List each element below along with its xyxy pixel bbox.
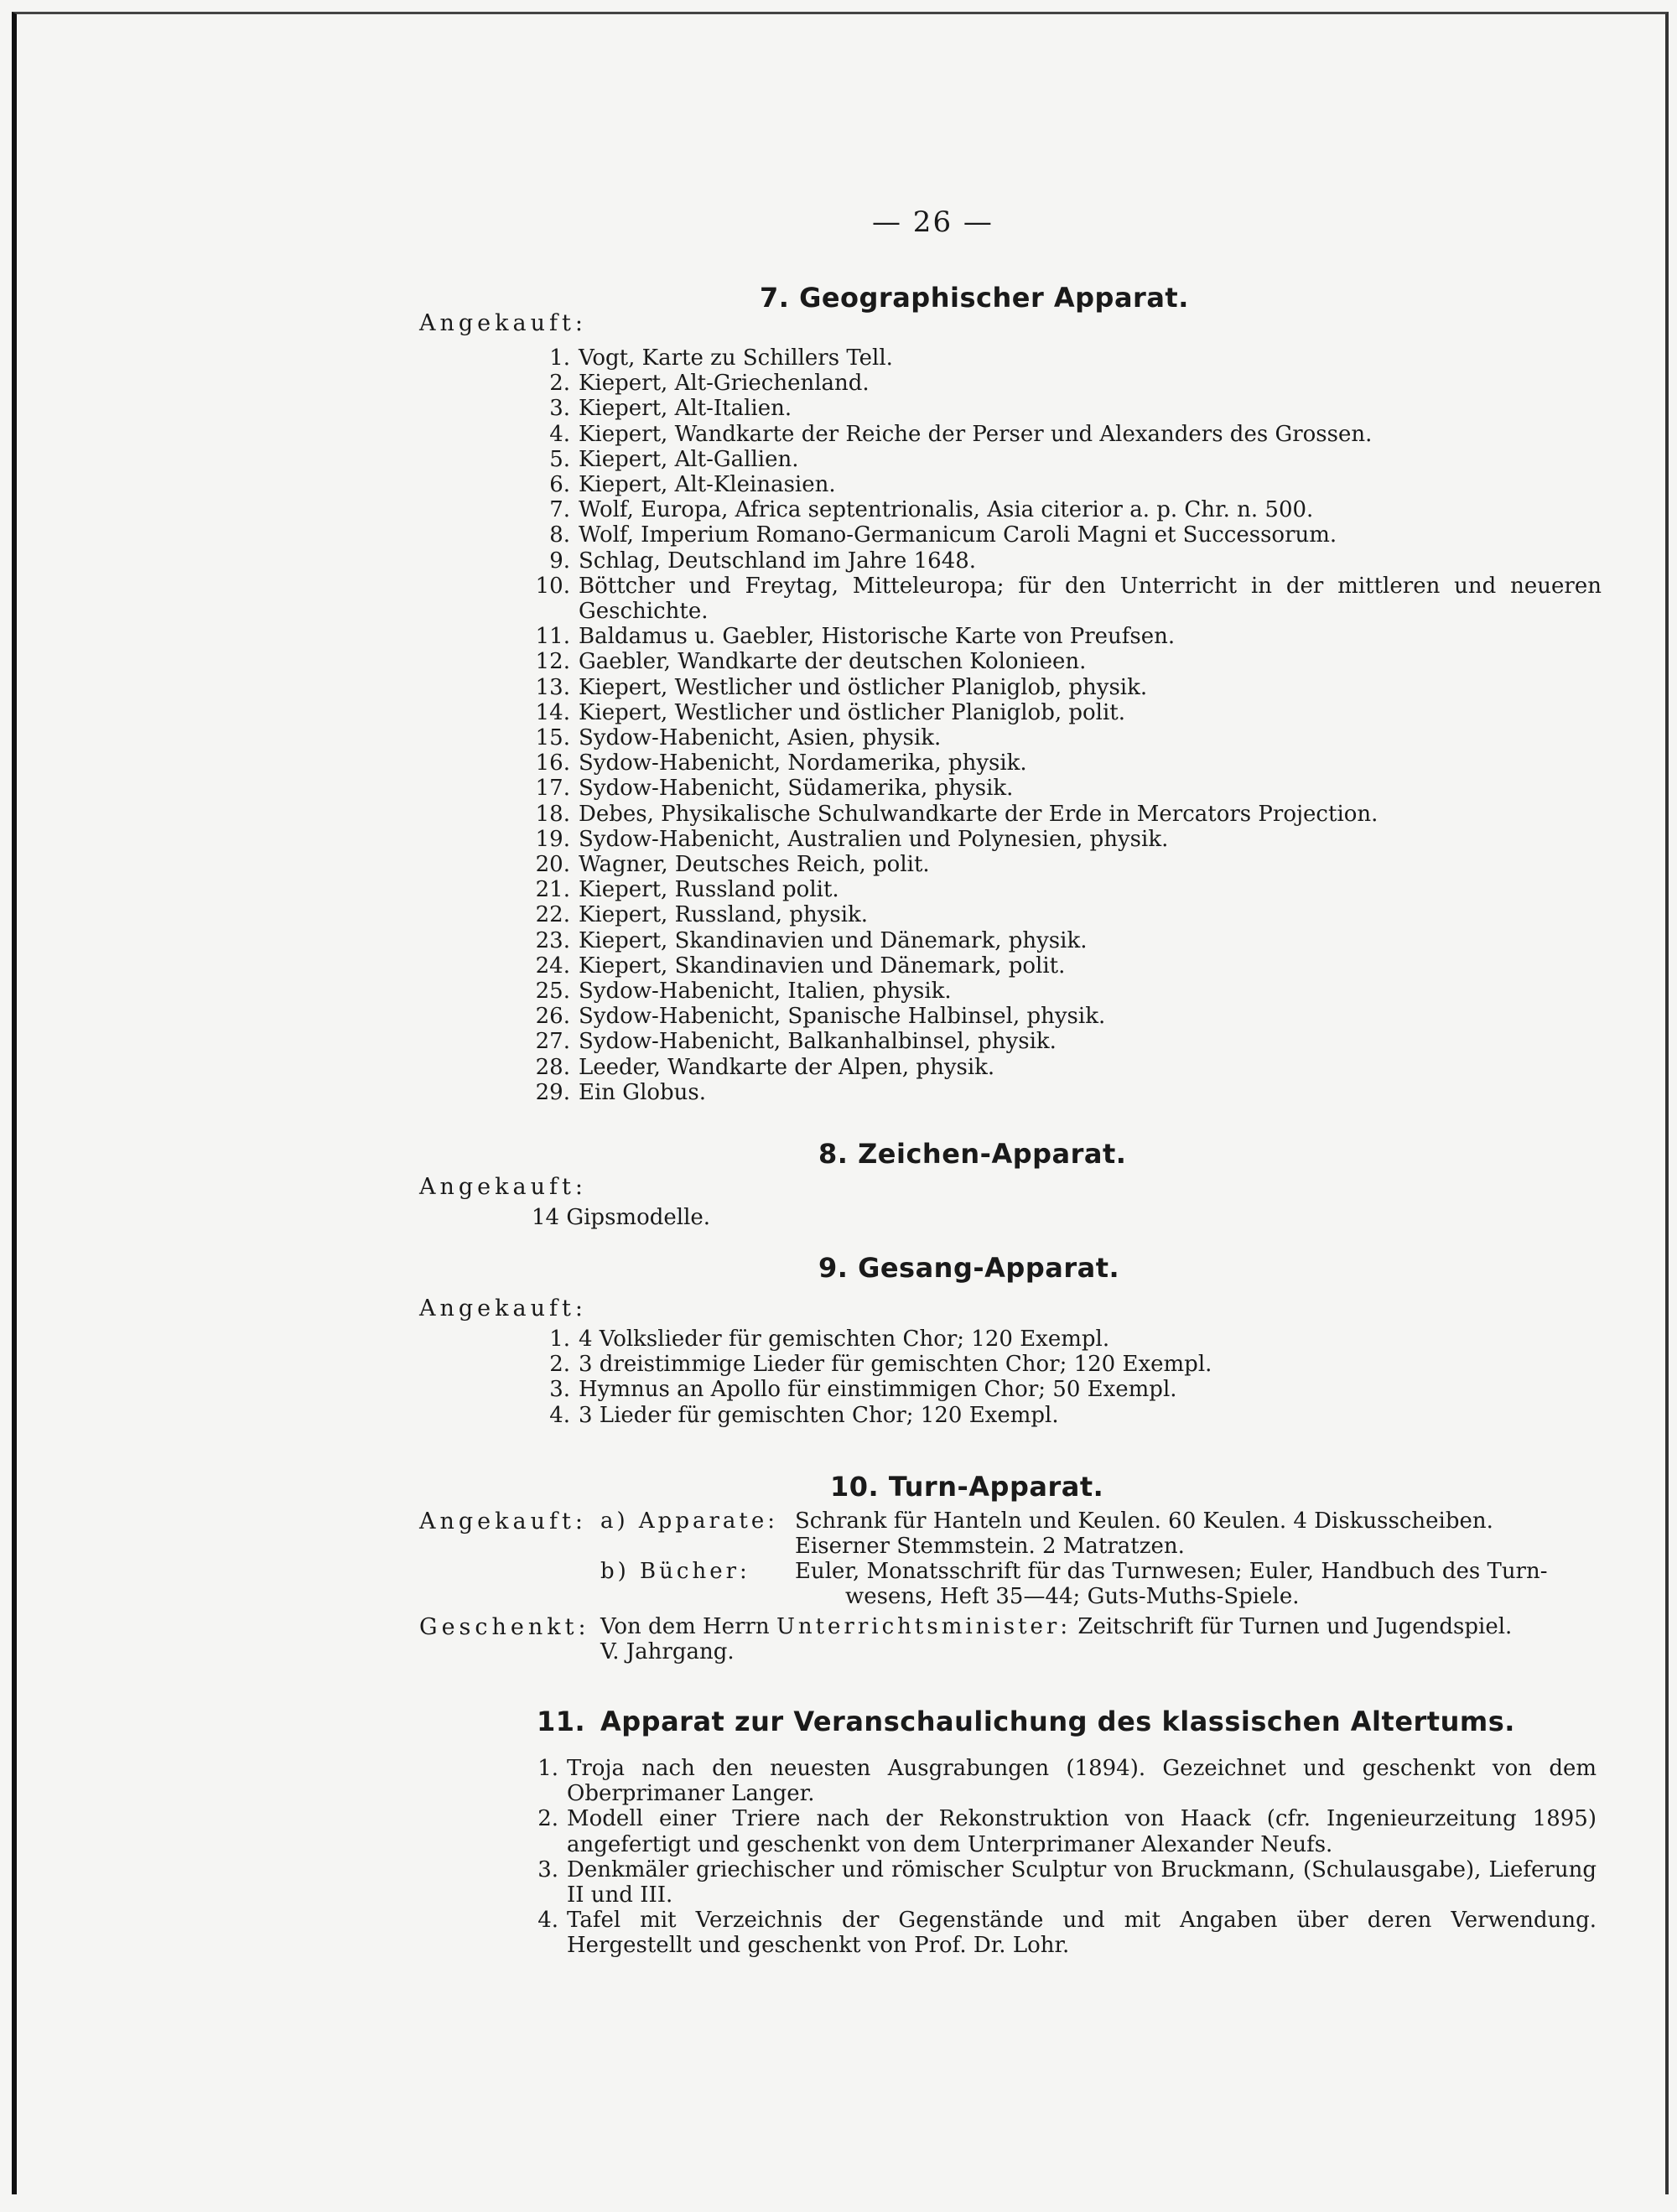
item-text: 4 Volkslieder für gemischten Chor; 120 Exempl. xyxy=(579,1327,1110,1352)
item-text: Sydow-Habenicht, Asien, physik. xyxy=(579,725,942,751)
list-item xyxy=(535,776,1602,802)
item-text: 3 dreistimmige Lieder für gemischten Chor; 120 Exempl. xyxy=(579,1352,1212,1378)
turn-a-prefix: a) Apparate: xyxy=(600,1508,778,1534)
list-item xyxy=(549,1327,1501,1352)
item-text: Sydow-Habenicht, Spanische Halbinsel, physik. xyxy=(579,1004,1106,1030)
item-text: Sydow-Habenicht, Balkanhalbinsel, physik. xyxy=(579,1029,1057,1055)
list-item xyxy=(537,1908,1597,1959)
section-heading-turn-apparat: 10. Turn-Apparat. xyxy=(830,1471,1104,1503)
list-item xyxy=(549,396,1602,422)
turn-gift-person: Unterrichtsminister: xyxy=(776,1614,1072,1639)
turn-gift-line1 xyxy=(600,1614,1512,1639)
item-number: 28. xyxy=(535,1054,570,1080)
item-number: 4. xyxy=(549,421,570,447)
item-number: 3. xyxy=(537,1856,558,1882)
list-item xyxy=(535,902,1602,928)
list-item xyxy=(537,1806,1597,1857)
list-item xyxy=(535,826,1602,852)
item-number: 2. xyxy=(549,371,570,397)
section-heading-altertum-number: 11. xyxy=(537,1706,586,1737)
item-text: Wolf, Imperium Romano-Germanicum Caroli Magni et Successorum. xyxy=(579,522,1337,548)
item-number: 29. xyxy=(535,1079,570,1105)
list-item xyxy=(549,1377,1501,1403)
list-item xyxy=(535,979,1602,1005)
list-item xyxy=(549,1352,1501,1378)
item-number: 25. xyxy=(535,979,570,1005)
item-text: Vogt, Karte zu Schillers Tell. xyxy=(579,345,893,371)
item-text: Kiepert, Skandinavien und Dänemark, polit. xyxy=(579,953,1066,979)
item-number: 9. xyxy=(549,548,570,574)
turn-gift-post: Zeitschrift für Turnen und Jugendspiel. xyxy=(1077,1614,1513,1639)
geo-list xyxy=(535,345,1602,1105)
list-item xyxy=(535,674,1602,700)
item-number: 4. xyxy=(537,1908,558,1934)
list-item xyxy=(535,624,1602,650)
item-number: 14. xyxy=(535,699,570,725)
item-text: 3 Lieder für gemischten Chor; 120 Exempl. xyxy=(579,1402,1059,1428)
gesang-list xyxy=(549,1327,1501,1428)
label-angekauft: Angekauft: xyxy=(419,1174,587,1200)
list-item xyxy=(549,446,1602,472)
item-number: 16. xyxy=(535,750,570,776)
list-item xyxy=(535,649,1602,675)
list-item xyxy=(535,1079,1602,1105)
item-text: Kiepert, Alt-Italien. xyxy=(579,396,792,422)
item-text: Denkmäler griechischer und römischer Sculptur von Bruckmann, (Schulausgabe), Lieferung II und III. xyxy=(567,1856,1597,1908)
turn-gift-pre: Von dem Herrn xyxy=(600,1614,770,1639)
item-text: Hymnus an Apollo für einstimmigen Chor; 50 Exempl. xyxy=(579,1377,1177,1403)
item-text: Böttcher und Freytag, Mitteleuropa; für den Unterricht in der mittleren und neueren Geschichte. xyxy=(579,573,1602,625)
label-angekauft: Angekauft: xyxy=(419,310,587,336)
list-item xyxy=(537,1756,1597,1807)
section-heading-gesang-apparat: 9. Gesang-Apparat. xyxy=(818,1252,1120,1284)
list-item xyxy=(535,852,1602,878)
item-number: 19. xyxy=(535,826,570,852)
section-heading-geographischer-apparat: 7. Geographischer Apparat. xyxy=(760,282,1189,314)
item-number: 20. xyxy=(535,852,570,878)
item-number: 3. xyxy=(549,1377,570,1403)
list-item xyxy=(535,927,1602,953)
item-text: Sydow-Habenicht, Australien und Polynesien, physik. xyxy=(579,826,1169,852)
item-text: Kiepert, Russland, physik. xyxy=(579,902,869,928)
item-text: Kiepert, Russland polit. xyxy=(579,877,839,903)
item-text: Modell einer Triere nach der Rekonstruktion von Haack (cfr. Ingenieurzeitung 1895) angefertigt und geschenkt von dem Unterprimaner Alexander Neufs. xyxy=(567,1806,1597,1857)
item-number: 15. xyxy=(535,725,570,751)
item-number: 8. xyxy=(549,522,570,548)
list-item xyxy=(549,345,1602,371)
page-number: — 26 — xyxy=(872,205,994,239)
list-item xyxy=(535,750,1602,776)
list-item xyxy=(535,801,1602,827)
list-item xyxy=(535,1004,1602,1030)
turn-b-prefix: b) Bücher: xyxy=(600,1559,750,1584)
item-text: Leeder, Wandkarte der Alpen, physik. xyxy=(579,1054,995,1080)
item-number: 6. xyxy=(549,472,570,498)
item-number: 1. xyxy=(549,345,570,371)
list-item xyxy=(549,522,1602,548)
item-text: Troja nach den neuesten Ausgrabungen (1894). Gezeichnet und geschenkt von dem Oberprimaner Langer. xyxy=(567,1756,1597,1807)
item-text: Kiepert, Wandkarte der Reiche der Perser und Alexanders des Grossen. xyxy=(579,421,1373,447)
list-item xyxy=(549,421,1602,447)
turn-a-line1: Schrank für Hanteln und Keulen. 60 Keulen. 4 Diskusscheiben. xyxy=(795,1508,1493,1534)
turn-a-line2: Eiserner Stemmstein. 2 Matratzen. xyxy=(795,1534,1185,1559)
item-text: Debes, Physikalische Schulwandkarte der Erde in Mercators Projection. xyxy=(579,801,1378,827)
item-text: Tafel mit Verzeichnis der Gegenstände und mit Angaben über deren Verwendung. Hergestellt und geschenkt von Prof. Dr. Lohr. xyxy=(567,1908,1597,1959)
item-number: 3. xyxy=(549,396,570,422)
item-text: Kiepert, Alt-Gallien. xyxy=(579,446,799,472)
item-text: Baldamus u. Gaebler, Historische Karte von Preufsen. xyxy=(579,624,1176,650)
item-text: Kiepert, Alt-Griechenland. xyxy=(579,371,870,397)
item-text: Sydow-Habenicht, Nordamerika, physik. xyxy=(579,750,1027,776)
item-number: 23. xyxy=(535,927,570,953)
item-text: Kiepert, Westlicher und östlicher Planiglob, physik. xyxy=(579,674,1148,700)
item-number: 17. xyxy=(535,776,570,802)
item-number: 1. xyxy=(549,1327,570,1352)
item-text: Kiepert, Alt-Kleinasien. xyxy=(579,472,836,498)
list-item xyxy=(549,472,1602,498)
list-item xyxy=(535,953,1602,979)
item-number: 27. xyxy=(535,1029,570,1055)
label-angekauft: Angekauft: xyxy=(419,1296,587,1321)
item-number: 18. xyxy=(535,801,570,827)
item-number: 10. xyxy=(535,573,570,599)
item-number: 1. xyxy=(537,1756,558,1781)
item-text: Wagner, Deutsches Reich, polit. xyxy=(579,852,930,878)
item-text: Gaebler, Wandkarte der deutschen Kolonieen. xyxy=(579,649,1087,675)
item-number: 11. xyxy=(535,624,570,650)
item-text: Sydow-Habenicht, Italien, physik. xyxy=(579,979,952,1005)
section-heading-altertum: Apparat zur Veranschaulichung des klassischen Altertums. xyxy=(600,1706,1515,1737)
list-item xyxy=(535,725,1602,751)
list-item xyxy=(549,371,1602,397)
item-number: 2. xyxy=(537,1806,558,1832)
item-text: Kiepert, Westlicher und östlicher Planiglob, polit. xyxy=(579,699,1126,725)
turn-b-line2: wesens, Heft 35—44; Guts-Muths-Spiele. xyxy=(845,1584,1300,1609)
item-number: 7. xyxy=(549,497,570,523)
turn-gift-line2: V. Jahrgang. xyxy=(600,1639,735,1664)
item-number: 5. xyxy=(549,446,570,472)
item-number: 24. xyxy=(535,953,570,979)
label-angekauft: Angekauft: xyxy=(419,1508,587,1534)
item-number: 13. xyxy=(535,674,570,700)
item-number: 4. xyxy=(549,1402,570,1428)
zeichen-item: 14 Gipsmodelle. xyxy=(532,1205,711,1230)
item-number: 2. xyxy=(549,1352,570,1378)
list-item xyxy=(537,1856,1597,1908)
list-item xyxy=(535,699,1602,725)
list-item xyxy=(535,877,1602,903)
item-number: 22. xyxy=(535,902,570,928)
item-text: Wolf, Europa, Africa septentrionalis, Asia citerior a. p. Chr. n. 500. xyxy=(579,497,1314,523)
label-geschenkt: Geschenkt: xyxy=(419,1614,590,1640)
item-text: Kiepert, Skandinavien und Dänemark, physik. xyxy=(579,927,1088,953)
list-item xyxy=(549,1402,1501,1428)
altertum-list xyxy=(537,1756,1597,1959)
item-number: 26. xyxy=(535,1004,570,1030)
list-item xyxy=(535,1054,1602,1080)
item-text: Schlag, Deutschland im Jahre 1648. xyxy=(579,548,977,574)
item-text: Sydow-Habenicht, Südamerika, physik. xyxy=(579,776,1014,802)
list-item xyxy=(535,573,1602,625)
list-item xyxy=(549,548,1602,574)
turn-b-line1: Euler, Monatsschrift für das Turnwesen; Euler, Handbuch des Turn- xyxy=(795,1559,1548,1584)
list-item xyxy=(535,1029,1602,1055)
section-heading-zeichen-apparat: 8. Zeichen-Apparat. xyxy=(818,1138,1127,1170)
item-number: 12. xyxy=(535,649,570,675)
item-number: 21. xyxy=(535,877,570,903)
item-text: Ein Globus. xyxy=(579,1079,707,1105)
list-item xyxy=(549,497,1602,523)
